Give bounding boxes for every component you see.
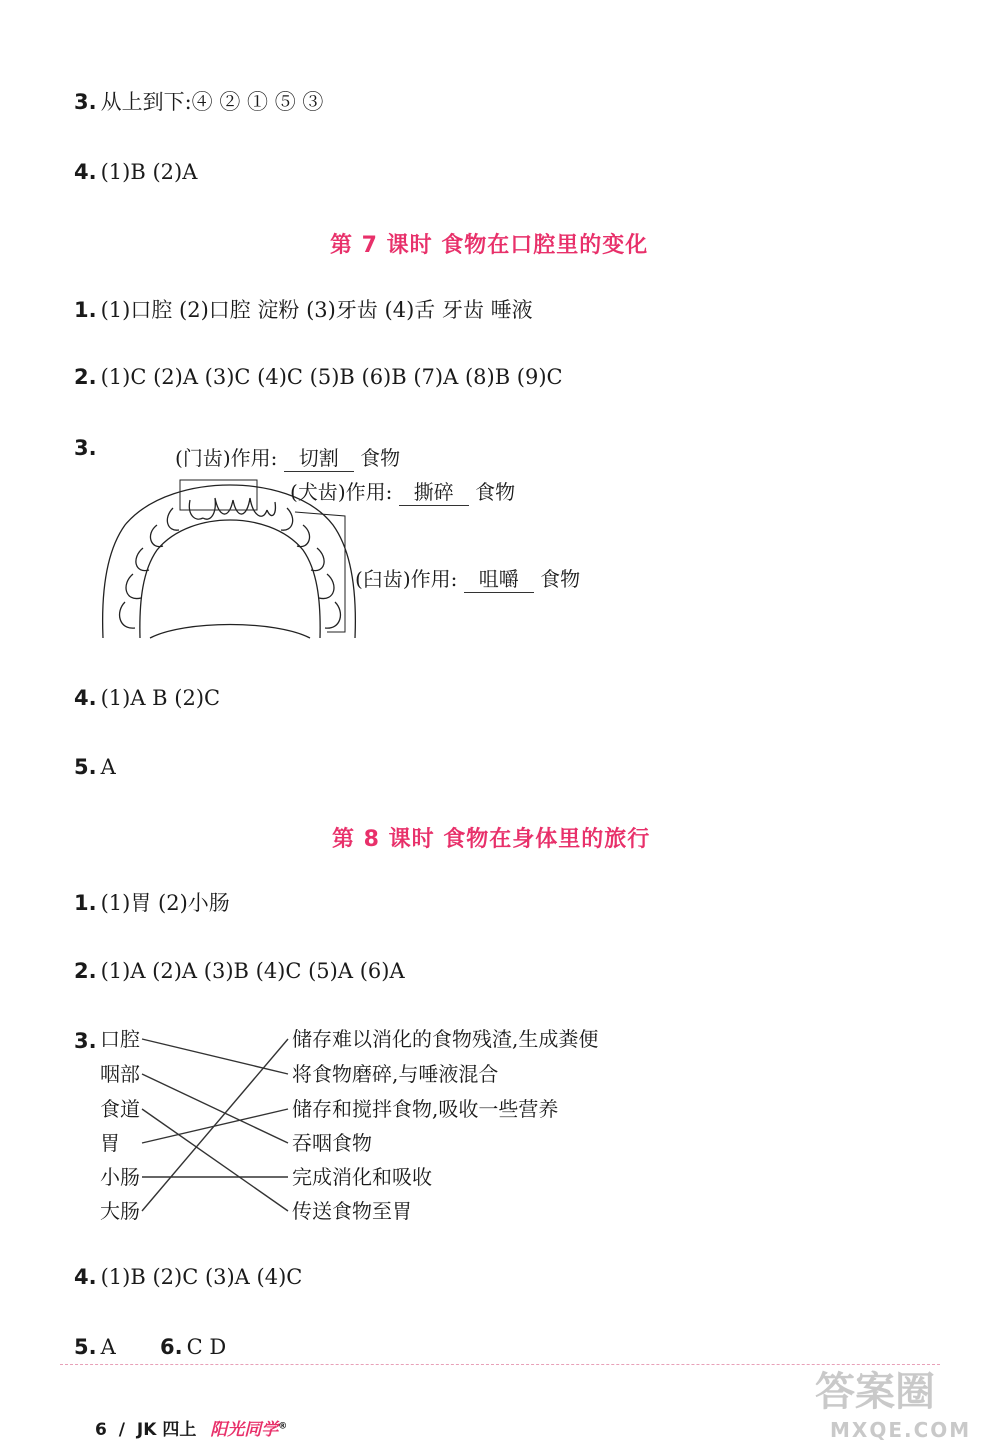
brand-logo: 阳光同学 (210, 1420, 279, 1440)
organ-2: 食道 (100, 1097, 140, 1121)
organ-0: 口腔 (100, 1027, 140, 1051)
answer-4: 4. (1)B (2)A (74, 160, 198, 184)
watermark-url: MXQE.COM (830, 1418, 972, 1442)
match-line-0 (142, 1039, 288, 1074)
canine-answer: 撕碎 (399, 479, 469, 506)
page-number: 6 (95, 1420, 107, 1440)
function-3: 吞咽食物 (292, 1131, 372, 1155)
l7-answer-5: 5. A (74, 755, 116, 779)
tooth-label-incisor: (门齿)作用: 切割 食物 (175, 446, 401, 470)
tooth-label-canine: (犬齿)作用: 撕碎 食物 (290, 480, 516, 504)
tooth-label-molar: (臼齿)作用: 咀嚼 食物 (355, 567, 581, 591)
l7-answer-3-num: 3. (74, 436, 97, 460)
l8-answer-4: 4. (1)B (2)C (3)A (4)C (74, 1265, 303, 1289)
l8-answer-1: 1. (1)胃 (2)小肠 (74, 891, 230, 915)
l7-answer-1: 1. (1)口腔 (2)口腔 淀粉 (3)牙齿 (4)舌 牙齿 唾液 (74, 298, 533, 322)
l8-answer-5: 5. A (74, 1335, 116, 1359)
l8-answer-2: 2. (1)A (2)A (3)B (4)C (5)A (6)A (74, 959, 405, 983)
l7-answer-2: 2. (1)C (2)A (3)C (4)C (5)B (6)B (7)A (8)B (9)C (74, 365, 563, 389)
lesson-8-title: 第 8 课时 食物在身体里的旅行 (332, 827, 651, 852)
function-1: 将食物磨碎,与唾液混合 (292, 1062, 499, 1086)
organ-1: 咽部 (100, 1062, 140, 1086)
organ-5: 大肠 (100, 1199, 140, 1223)
footer-info: 6 / JK 四上 阳光同学® (95, 1420, 288, 1440)
function-5: 传送食物至胃 (292, 1199, 412, 1223)
l8-answer-3-num: 3. (74, 1029, 97, 1053)
function-2: 储存和搅拌食物,吸收一些营养 (292, 1097, 559, 1121)
function-0: 储存难以消化的食物残渣,生成粪便 (292, 1027, 599, 1051)
series-label: JK 四上 (136, 1420, 197, 1440)
footer-divider (60, 1364, 940, 1365)
l8-answer-6: 6. C D (160, 1335, 227, 1359)
match-line-1 (142, 1074, 288, 1143)
incisor-answer: 切割 (284, 445, 354, 472)
l7-answer-4: 4. (1)A B (2)C (74, 686, 221, 710)
organ-4: 小肠 (100, 1165, 140, 1189)
answer-3: 3. 从上到下:④ ② ① ⑤ ③ (74, 90, 324, 114)
organ-3: 胃 (100, 1131, 120, 1155)
molar-answer: 咀嚼 (464, 566, 534, 593)
function-4: 完成消化和吸收 (292, 1165, 432, 1189)
watermark-logo: 答案圈 (815, 1369, 935, 1415)
lesson-7-title: 第 7 课时 食物在口腔里的变化 (330, 233, 649, 258)
